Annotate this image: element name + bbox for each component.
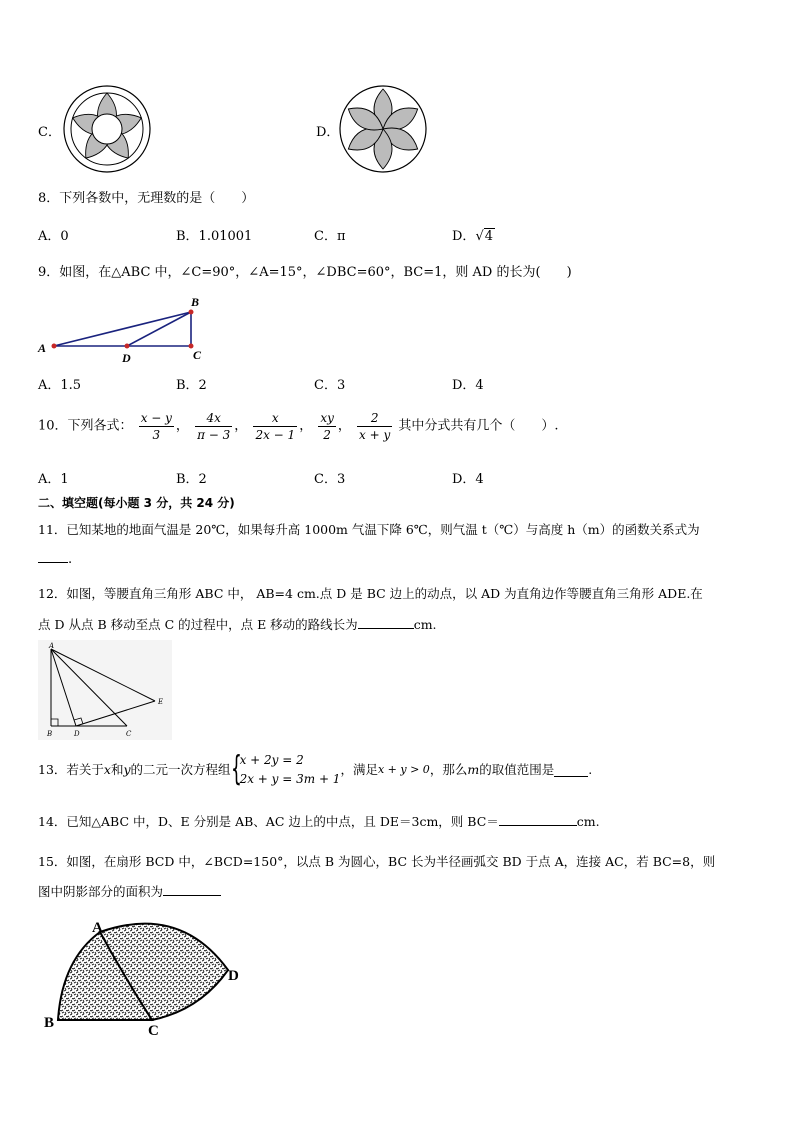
q12-label-b: B (47, 730, 53, 738)
q13-var-y: y (123, 762, 131, 777)
q8-option-a: A．0 (38, 229, 69, 244)
q12-label-d: D (74, 730, 80, 738)
q13-var-m: m (467, 762, 480, 777)
q10-stem-suffix: 其中分式共有几个（ ）. (398, 418, 559, 434)
q8-option-d-label: D． (452, 229, 476, 244)
q13-and: 和 (110, 762, 124, 777)
q9-figure (36, 296, 216, 366)
fraction-denominator: 2x − 1 (255, 428, 296, 442)
q13 (38, 751, 592, 789)
fraction-denominator: π − 3 (197, 428, 231, 442)
q9-option-c: C．3 (314, 378, 346, 393)
q11-line1: 11．已知某地的地面气温是 20℃，如果每升高 1000m 气温下降 6℃，则气温 t（℃）与高度 h（m）的函数关系式为 (38, 522, 700, 537)
q12-line1: 12．如图，等腰直角三角形 ABC 中， AB=4 cm.点 D 是 BC 边上的动点，以 AD 为直角边作等腰直角三角形 ADE.在 (38, 586, 703, 601)
q8-stem: 8．下列各数中，无理数的是（ ） (38, 191, 255, 206)
q7-option-c-label: C． (38, 125, 61, 140)
q9-label-b: B (191, 295, 200, 309)
q13-suffix: 的取值范围是 (479, 762, 555, 777)
q10-option-c: C．3 (314, 472, 346, 487)
q9-label-a: A (38, 341, 47, 355)
q8-option-d (452, 225, 495, 244)
fraction-denominator: 3 (139, 426, 174, 443)
q15-line2 (38, 882, 221, 900)
section-title: 二、填空题(每小题 3 分，共 24 分) (38, 496, 235, 510)
q10-option-b: B．2 (176, 472, 207, 487)
q8-option-c: C．π (314, 229, 346, 244)
separator: ， (299, 418, 313, 434)
q11-line2-end: . (68, 552, 73, 567)
q11-line2 (38, 550, 72, 567)
q15-label-c: C (148, 1023, 159, 1039)
q12-line2-text: 点 D 从点 B 移动至点 C 的过程中，点 E 移动的路线长为 (38, 617, 358, 632)
q10-fraction-5 (357, 410, 392, 443)
q13-eq2: 2x + y = 3m + 1 (239, 772, 341, 786)
separator: ， (234, 418, 248, 434)
q12-figure (38, 640, 172, 740)
q15-line1: 15．如图，在扇形 BCD 中，∠BCD=150°，以点 B 为圆心，BC 长为半径画弧交 BD 于点 A，连接 AC，若 BC=8，则 (38, 854, 716, 869)
q8-option-b: B．1.01001 (176, 229, 253, 244)
q12-label-a: A (49, 642, 55, 650)
q7-option-d-figure (338, 84, 428, 174)
q13-mid: 的二元一次方程组 (130, 762, 231, 777)
fraction-numerator: x (271, 411, 279, 425)
q13-var-x: x (103, 762, 111, 777)
q12-label-e: E (158, 698, 164, 706)
q10-stem-prefix: 10．下列各式： (38, 418, 133, 434)
fraction-numerator: x − y (140, 411, 172, 425)
q15-label-b: B (44, 1015, 55, 1031)
q13-eq1: x + 2y = 2 (239, 753, 304, 767)
answer-blank[interactable] (499, 813, 577, 826)
answer-blank[interactable] (554, 764, 588, 777)
q9-label-c: C (193, 348, 202, 362)
q14-end: cm. (576, 814, 600, 829)
fraction-numerator: xy (320, 411, 334, 425)
fraction-denominator: 2 (318, 426, 336, 443)
fraction-numerator: 4x (206, 411, 221, 425)
q15-figure (40, 918, 250, 1038)
fraction-denominator: x + y (359, 428, 391, 442)
q10-fraction-1 (139, 410, 174, 443)
q7-option-c-figure (62, 84, 152, 174)
q9-label-d: D (122, 351, 131, 365)
q13-cond: x + y > 0 (377, 763, 430, 776)
q10-option-a: A．1 (38, 472, 69, 487)
q12-line2-end: cm. (413, 617, 437, 632)
q9-stem: 9．如图，在△ABC 中，∠C=90°，∠A=15°，∠DBC=60°，BC=1，则 AD 的长为( ) (38, 265, 572, 280)
q10-fraction-3 (253, 410, 297, 443)
q10-fraction-2 (195, 410, 232, 443)
q15-label-d: D (228, 968, 239, 984)
answer-blank[interactable] (38, 550, 68, 563)
brace-icon: { (230, 749, 242, 789)
q13-prefix: 13．若关于 (38, 762, 104, 777)
q14 (38, 812, 600, 830)
answer-blank[interactable] (358, 616, 414, 629)
separator: ， (175, 418, 189, 434)
q13-equation-system (231, 751, 341, 789)
q13-cond-prefix: ，满足 (340, 762, 378, 777)
q13-end: . (588, 762, 593, 777)
q7-option-d-label: D． (316, 125, 340, 140)
q15-line2-text: 图中阴影部分的面积为 (38, 884, 164, 899)
q12-label-c: C (126, 730, 132, 738)
separator: ， (337, 418, 351, 434)
answer-blank[interactable] (163, 883, 221, 896)
q12-line2 (38, 615, 437, 633)
q9-option-d: D．4 (452, 378, 484, 393)
q10-option-d: D．4 (452, 472, 484, 487)
fraction-numerator: 2 (370, 411, 379, 425)
q9-option-a: A．1.5 (38, 378, 82, 393)
q15-label-a: A (92, 920, 103, 936)
q10-stem (38, 410, 559, 443)
q8-sqrt-arg: 4 (484, 229, 494, 244)
q13-cond-mid: ，那么 (429, 762, 468, 777)
q14-text: 14．已知△ABC 中，D、E 分别是 AB、AC 边上的中点，且 DE＝3cm，则 BC＝ (38, 814, 499, 829)
q9-option-b: B．2 (176, 378, 207, 393)
sqrt-symbol: √4 (475, 229, 494, 244)
q10-fraction-4 (318, 410, 336, 443)
